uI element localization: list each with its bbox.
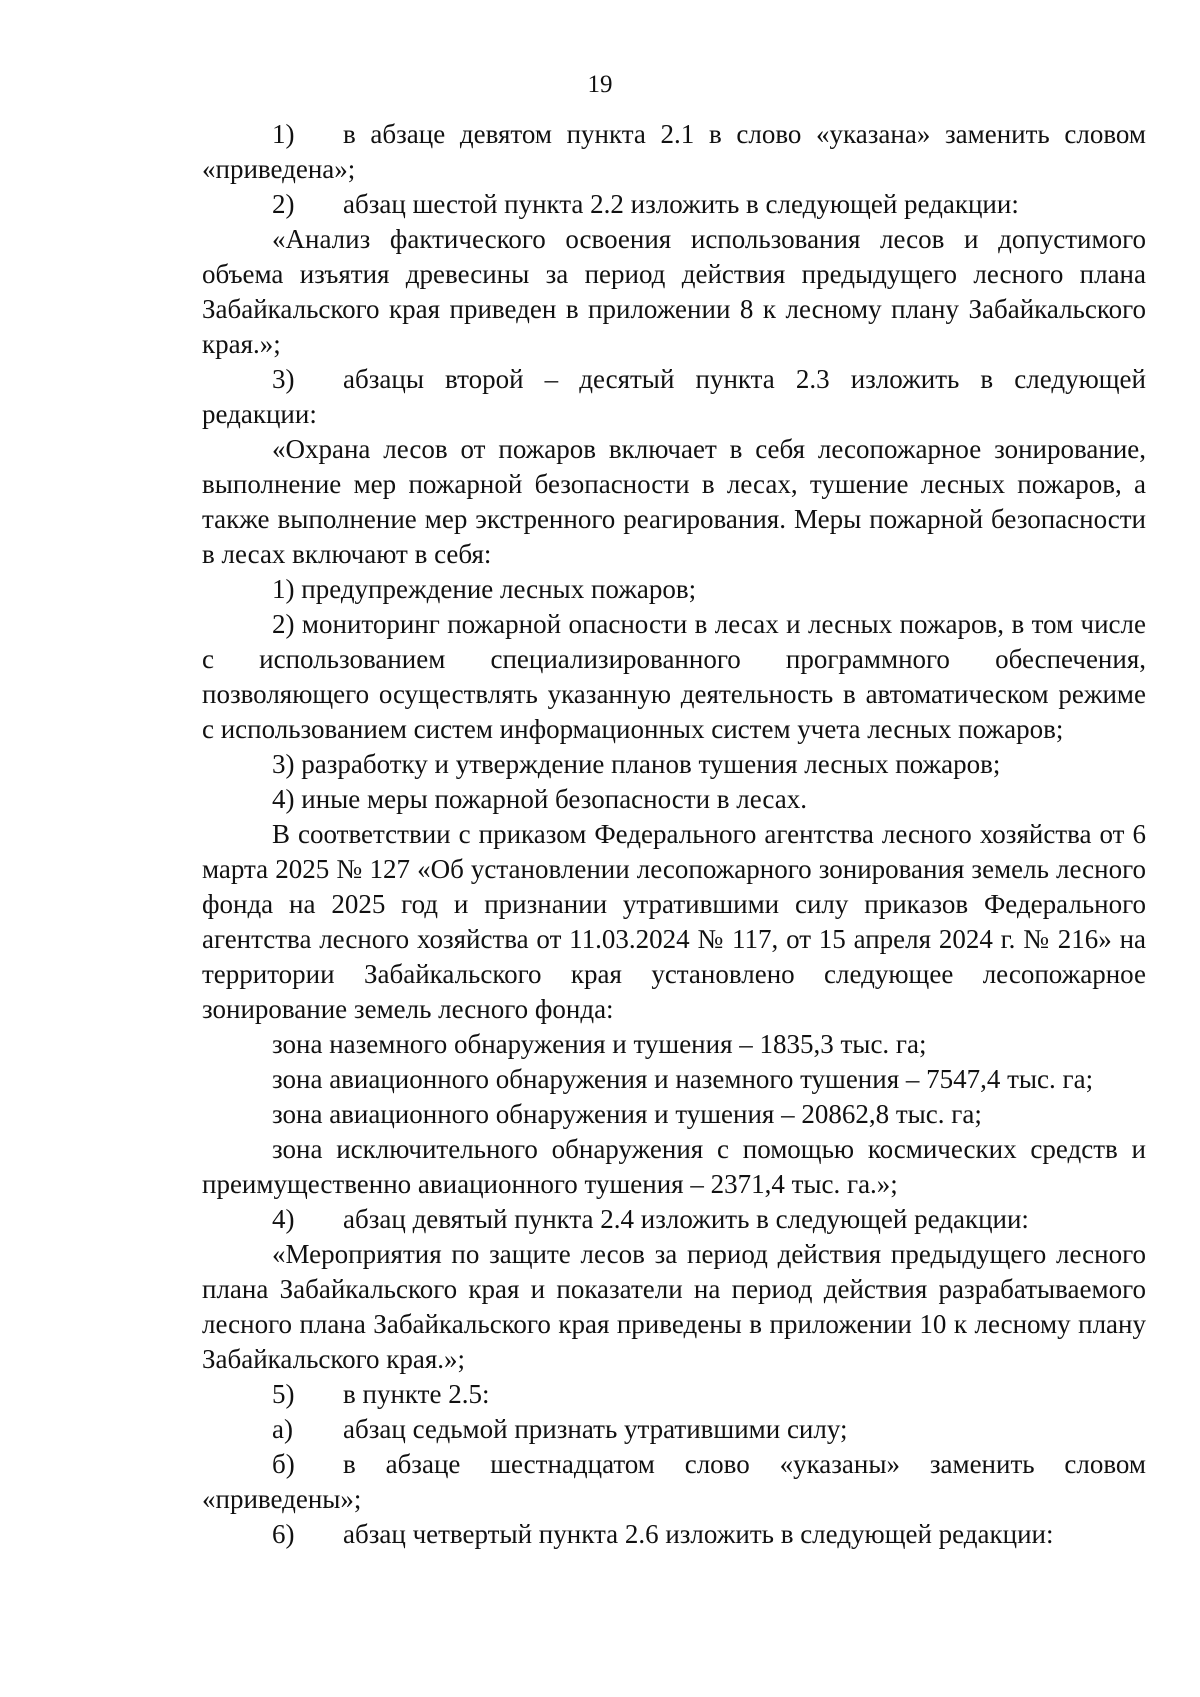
list-item-5b-continuation: «приведены»; bbox=[202, 1484, 362, 1514]
list-marker: 1) bbox=[272, 119, 295, 149]
sub-item-2: 2) мониторинг пожарной опасности в лесах и лесных пожаров, в том числе с использованием специализированного программного обеспечения, позволяющего осуществлять указанную деятельность в автоматическом режиме с использованием систем информационных систем учета лесных пожаров; bbox=[202, 609, 1146, 744]
list-item-6 bbox=[202, 1517, 1146, 1552]
list-item-5a bbox=[202, 1412, 1146, 1447]
list-text: в пункте 2.5: bbox=[343, 1379, 490, 1409]
list-marker: 4) bbox=[272, 1204, 295, 1234]
list-item-5b bbox=[202, 1447, 1146, 1482]
sub-item-4: 4) иные меры пожарной безопасности в лесах. bbox=[272, 784, 807, 814]
sub-item-1: 1) предупреждение лесных пожаров; bbox=[272, 574, 697, 604]
list-item-3-continuation: редакции: bbox=[202, 399, 317, 429]
list-item-5 bbox=[202, 1377, 1146, 1412]
list-text: абзац девятый пункта 2.4 изложить в следующей редакции: bbox=[343, 1204, 1029, 1234]
list-marker: 2) bbox=[272, 189, 295, 219]
zone-ground: зона наземного обнаружения и тушения – 1835,3 тыс. га; bbox=[272, 1029, 927, 1059]
quote-paragraph-analysis: «Анализ фактического освоения использования лесов и допустимого объема изъятия древесины за период действия предыдущего лесного плана Забайкальского края приведен в приложении 8 к лесному плану Забайкальского края.»; bbox=[202, 224, 1146, 359]
list-text: в абзаце девятом пункта 2.1 в слово «указана» заменить словом bbox=[343, 119, 1146, 149]
list-text: абзац седьмой признать утратившими силу; bbox=[343, 1414, 848, 1444]
list-marker: б) bbox=[272, 1449, 295, 1479]
list-marker: 3) bbox=[272, 364, 295, 394]
list-text: в абзаце шестнадцатом слово «указаны» заменить словом bbox=[343, 1449, 1146, 1479]
list-text: абзацы второй – десятый пункта 2.3 изложить в следующей bbox=[343, 364, 1146, 394]
quote-paragraph-fire-protection: «Охрана лесов от пожаров включает в себя лесопожарное зонирование, выполнение мер пожарной безопасности в лесах, тушение лесных пожаров, а также выполнение мер экстренного реагирования. Меры пожарной безопасности в лесах включают в себя: bbox=[202, 434, 1146, 569]
list-marker: 6) bbox=[272, 1519, 295, 1549]
list-item-4 bbox=[202, 1202, 1146, 1237]
list-text: абзац шестой пункта 2.2 изложить в следующей редакции: bbox=[343, 189, 1019, 219]
list-item-3 bbox=[202, 362, 1146, 397]
zone-space: зона исключительного обнаружения с помощью космических средств и преимущественно авиационного тушения – 2371,4 тыс. га.»; bbox=[202, 1134, 1146, 1199]
page-number: 19 bbox=[587, 71, 613, 98]
list-text: абзац четвертый пункта 2.6 изложить в следующей редакции: bbox=[343, 1519, 1054, 1549]
list-item-2 bbox=[202, 187, 1146, 222]
sub-item-3: 3) разработку и утверждение планов тушения лесных пожаров; bbox=[272, 749, 1001, 779]
list-marker: а) bbox=[272, 1414, 293, 1444]
order-paragraph: В соответствии с приказом Федерального агентства лесного хозяйства от 6 марта 2025 № 127 «Об установлении лесопожарного зонирования земель лесного фонда на 2025 год и признании утратившими силу приказов Федерального агентства лесного хозяйства от 11.03.2024 № 117, от 15 апреля 2024 г. № 216» на территории Забайкальского края установлено следующее лесопожарное зонирование земель лесного фонда: bbox=[202, 819, 1146, 1024]
document-body bbox=[202, 117, 1146, 1552]
list-item-1-continuation: «приведена»; bbox=[202, 154, 356, 184]
zone-aviation: зона авиационного обнаружения и тушения – 20862,8 тыс. га; bbox=[272, 1099, 982, 1129]
list-marker: 5) bbox=[272, 1379, 295, 1409]
list-item-1 bbox=[202, 117, 1146, 152]
quote-paragraph-protection-measures: «Мероприятия по защите лесов за период действия предыдущего лесного плана Забайкальского края и показатели на период действия разрабатываемого лесного плана Забайкальского края приведены в приложении 10 к лесному плану Забайкальского края.»; bbox=[202, 1239, 1146, 1374]
zone-aviation-ground: зона авиационного обнаружения и наземного тушения – 7547,4 тыс. га; bbox=[272, 1064, 1094, 1094]
